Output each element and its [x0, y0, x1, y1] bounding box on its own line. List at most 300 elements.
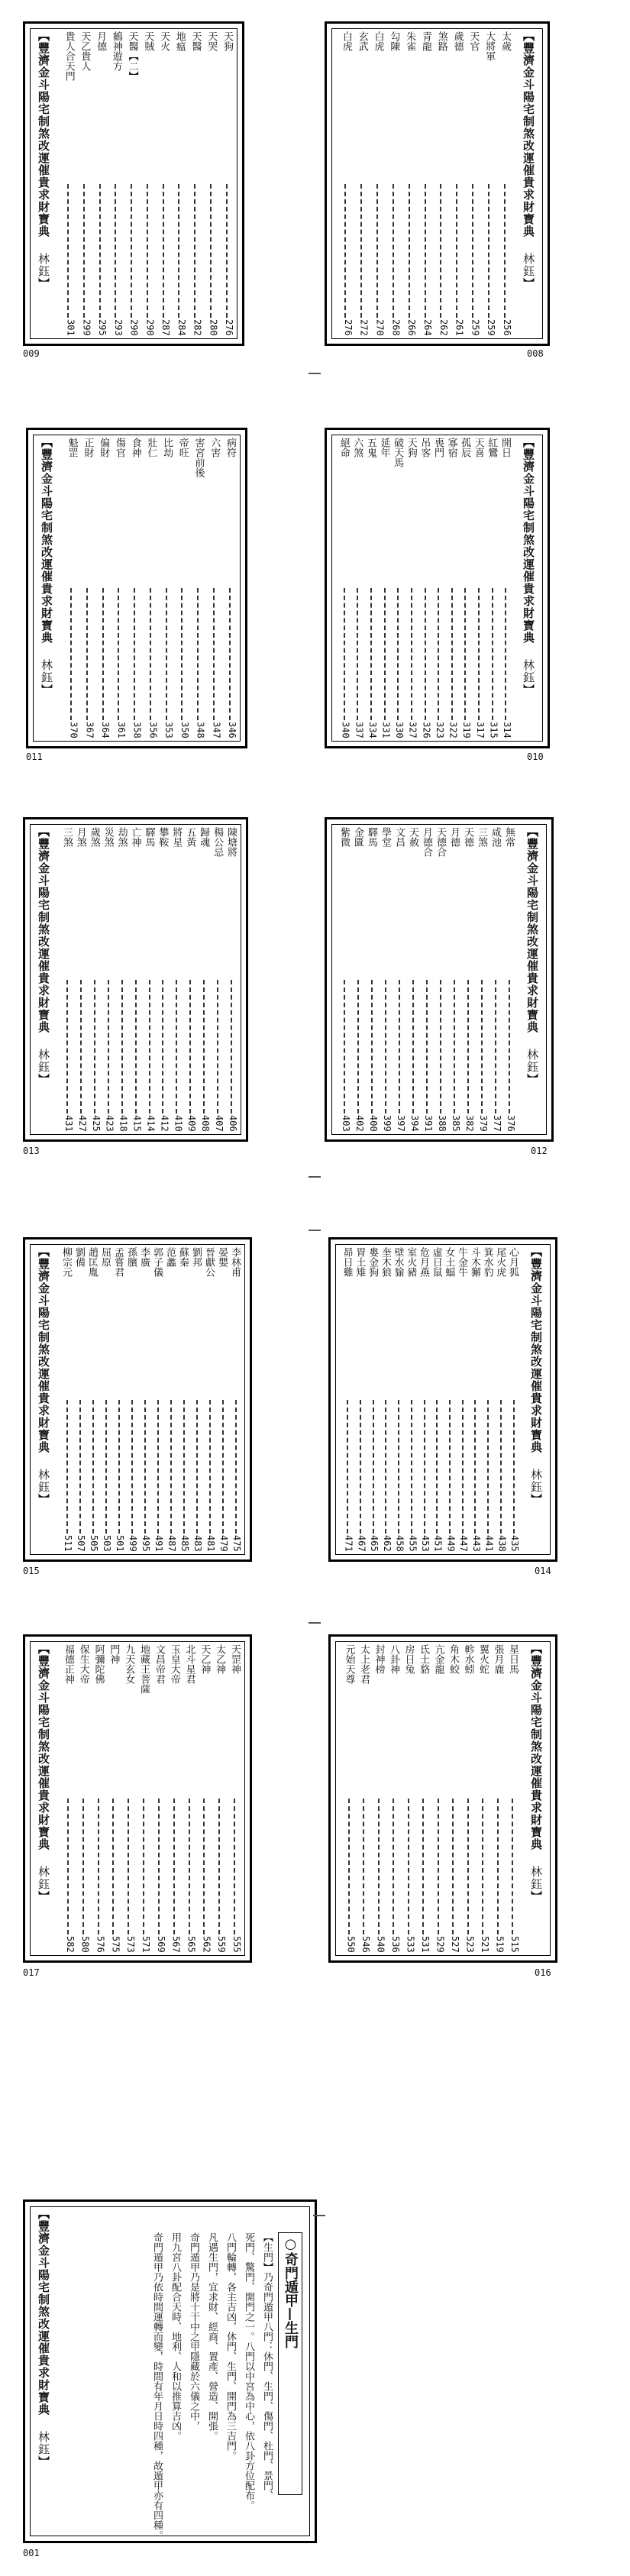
- toc-entry-page: 266: [406, 319, 418, 336]
- toc-entry: [221, 438, 237, 739]
- toc-entry: [74, 827, 88, 1132]
- toc-entry-page: 573: [125, 1936, 137, 1953]
- toc-entry-title: 范蠡: [164, 1247, 176, 1267]
- page-009: [23, 21, 244, 346]
- leader-dashes: [197, 588, 199, 720]
- toc-entry-page: 259: [486, 319, 497, 336]
- toc-entry: [354, 1247, 367, 1552]
- toc-entry-page: 425: [90, 1115, 102, 1132]
- toc-entry-page: 284: [176, 319, 187, 336]
- toc-entry: [60, 31, 76, 336]
- toc-entry: [106, 1644, 121, 1953]
- toc-entry: [143, 438, 159, 739]
- binding-mark: [313, 2215, 325, 2221]
- toc-entry-title: 星日馬: [507, 1644, 519, 1674]
- toc-entry-page: 379: [478, 1115, 489, 1132]
- binding-mark: [309, 1176, 321, 1182]
- toc-entry-title: 六害: [208, 438, 221, 457]
- toc-entry-title: 危月燕: [418, 1247, 429, 1277]
- leader-dashes: [344, 184, 346, 318]
- toc-entry: [405, 1247, 418, 1552]
- toc-entry-title: 晉獻公: [203, 1247, 215, 1277]
- toc-entry-page: 340: [340, 722, 351, 739]
- toc-entry-page: 519: [494, 1936, 506, 1953]
- toc-columns: [60, 1644, 242, 1953]
- header-title: 【豐濟金斗陽宅制煞改運催貴求財寶典林鈺】: [529, 1643, 543, 1902]
- toc-entry-page: 361: [115, 722, 127, 739]
- toc-entry: [496, 31, 512, 336]
- toc-entry: [129, 827, 143, 1132]
- toc-entry: [393, 1247, 405, 1552]
- leader-dashes: [412, 980, 414, 1114]
- toc-entry: [170, 827, 183, 1132]
- toc-entry: [73, 1247, 86, 1552]
- toc-entry-page: 540: [375, 1936, 386, 1953]
- toc-entry: [406, 827, 420, 1132]
- page-number: 015: [23, 1566, 40, 1576]
- toc-entry: [507, 1247, 520, 1552]
- toc-entry-title: 白虎: [340, 31, 352, 51]
- toc-entry: [476, 1644, 491, 1953]
- toc-entry-title: 絕命: [338, 438, 350, 457]
- toc-entry-page: 415: [131, 1115, 143, 1132]
- toc-entry: [102, 827, 115, 1132]
- toc-entry: [416, 1644, 431, 1953]
- toc-entry-page: 495: [141, 1535, 151, 1552]
- toc-entry-page: 406: [228, 1115, 238, 1132]
- toc-entry: [76, 1644, 91, 1953]
- leader-dashes: [203, 1799, 205, 1934]
- toc-entry: [212, 1644, 227, 1953]
- leader-dashes: [397, 588, 399, 720]
- leader-dashes: [118, 588, 119, 720]
- toc-columns: [60, 827, 238, 1132]
- toc-entry-title: 天官: [467, 31, 480, 51]
- toc-entry-title: 延年: [378, 438, 390, 457]
- toc-entry-title: 三煞: [60, 827, 73, 847]
- toc-entry-title: 朱雀: [404, 31, 416, 51]
- toc-entry-page: 322: [447, 722, 459, 739]
- toc-entry-page: 487: [166, 1535, 177, 1552]
- toc-entry: [367, 1247, 380, 1552]
- leader-dashes: [393, 184, 394, 318]
- toc-entry-title: 亢金龍: [432, 1644, 444, 1674]
- toc-entry: [449, 31, 465, 336]
- toc-entry-title: 天哭: [205, 31, 218, 51]
- toc-entry-page: 388: [437, 1115, 447, 1132]
- leader-dashes: [66, 980, 68, 1114]
- toc-entry-title: 地藏王菩薩: [138, 1644, 150, 1694]
- toc-entry-page: 262: [438, 319, 449, 336]
- toc-entry: [446, 1644, 461, 1953]
- leader-dashes: [157, 1400, 159, 1534]
- toc-entry: [379, 827, 393, 1132]
- leader-dashes: [497, 1799, 499, 1934]
- toc-entry-title: 封神榜: [373, 1644, 385, 1674]
- toc-entry-page: 346: [227, 722, 237, 739]
- leader-dashes: [222, 1400, 224, 1534]
- toc-entry: [125, 1247, 138, 1552]
- toc-entry: [420, 827, 434, 1132]
- toc-entry-page: 475: [231, 1535, 242, 1552]
- leader-dashes: [348, 1799, 350, 1934]
- binding-mark: [309, 1622, 321, 1628]
- toc-entry: [60, 1644, 76, 1953]
- toc-entry-title: 紫微: [338, 827, 350, 847]
- toc-entry: [166, 1644, 182, 1953]
- toc-entry-title: 女土蝠: [443, 1247, 455, 1277]
- toc-entry-title: 五黃: [184, 827, 196, 847]
- toc-entry-title: 太歲: [499, 31, 511, 51]
- toc-entry-title: 食神: [129, 438, 141, 457]
- toc-entry: [79, 438, 95, 739]
- page-008: [325, 21, 550, 346]
- toc-entry: [444, 1247, 457, 1552]
- leader-dashes: [108, 980, 109, 1114]
- toc-entry: [371, 1644, 386, 1953]
- toc-entry: [138, 1247, 151, 1552]
- toc-entry-title: 軫水蚓: [462, 1644, 474, 1674]
- header-title: 【豐濟金斗陽宅制煞改運催貴求財寶典林鈺】: [40, 436, 53, 696]
- toc-entry-page: 546: [360, 1936, 371, 1953]
- toc-entry-title: 歸魂: [198, 827, 210, 847]
- toc-entry: [370, 31, 386, 336]
- toc-entry-page: 299: [81, 319, 92, 336]
- toc-entry: [92, 31, 108, 336]
- toc-entry-page: 290: [144, 319, 156, 336]
- toc-entry: [164, 1247, 177, 1552]
- toc-entry-page: 491: [153, 1535, 164, 1552]
- toc-entry-title: 天狗: [221, 31, 233, 51]
- toc-entry-title: 室火豬: [405, 1247, 417, 1277]
- toc-entry-title: 喪門: [431, 438, 444, 457]
- leader-dashes: [118, 1400, 120, 1534]
- leader-dashes: [451, 588, 453, 720]
- toc-entry: [490, 1644, 506, 1953]
- toc-entry-title: 心月狐: [507, 1247, 519, 1277]
- toc-entry-page: 314: [502, 722, 512, 739]
- leader-dashes: [378, 1799, 380, 1934]
- leader-dashes: [481, 980, 483, 1114]
- toc-entry-page: 337: [354, 722, 365, 739]
- toc-entry-title: 太乙神: [214, 1644, 226, 1674]
- leader-dashes: [213, 588, 215, 720]
- toc-entry-title: 李林甫: [229, 1247, 241, 1277]
- leader-dashes: [128, 1799, 129, 1934]
- toc-entry: [456, 1247, 469, 1552]
- leader-dashes: [505, 588, 506, 720]
- toc-entry-page: 330: [394, 722, 405, 739]
- toc-entry-page: 358: [131, 722, 143, 739]
- toc-entry-page: 323: [434, 722, 445, 739]
- toc-entry-title: 六煞: [351, 438, 363, 457]
- leader-dashes: [357, 588, 358, 720]
- leader-dashes: [393, 1799, 394, 1934]
- toc-entry-page: 356: [147, 722, 159, 739]
- header-title: 【豐濟金斗陽宅制煞改運催貴求財寶典林鈺】: [37, 1246, 50, 1505]
- page-number: 001: [23, 2548, 40, 2558]
- leader-dashes: [452, 1799, 454, 1934]
- toc-entry-title: 蘇秦: [177, 1247, 189, 1267]
- toc-entry: [482, 1247, 495, 1552]
- leader-dashes: [370, 588, 372, 720]
- toc-entry-page: 449: [445, 1535, 457, 1552]
- toc-entry: [401, 31, 417, 336]
- leader-dashes: [344, 588, 345, 720]
- toc-entry-page: 531: [420, 1936, 431, 1953]
- toc-entry-page: 453: [419, 1535, 431, 1552]
- toc-entry-title: 劫煞: [115, 827, 128, 847]
- toc-entry: [143, 827, 157, 1132]
- toc-entry: [417, 31, 433, 336]
- toc-entry-page: 403: [341, 1115, 351, 1132]
- toc-entry-title: 劉邦: [190, 1247, 202, 1267]
- toc-entry: [136, 1644, 151, 1953]
- toc-entry-title: 天德: [462, 827, 473, 847]
- toc-entry-title: 三煞: [476, 827, 487, 847]
- toc-entry-title: 白虎: [372, 31, 384, 51]
- toc-entry-title: 奎木狼: [380, 1247, 391, 1277]
- toc-entry: [447, 827, 461, 1132]
- toc-entry-page: 391: [423, 1115, 434, 1132]
- toc-entry-page: 455: [407, 1535, 418, 1552]
- toc-entry-title: 牛金牛: [456, 1247, 468, 1277]
- toc-entry: [203, 1247, 216, 1552]
- leader-dashes: [425, 184, 426, 318]
- leader-dashes: [163, 184, 164, 318]
- toc-entry-page: 576: [95, 1936, 106, 1953]
- toc-entry-page: 555: [231, 1936, 242, 1953]
- toc-entry-page: 481: [205, 1535, 216, 1552]
- toc-entry-page: 575: [110, 1936, 121, 1953]
- leader-dashes: [408, 1799, 409, 1934]
- leader-dashes: [371, 980, 373, 1114]
- toc-entry-title: 胃土雉: [354, 1247, 366, 1277]
- toc-entry: [197, 1644, 212, 1953]
- leader-dashes: [67, 184, 69, 318]
- leader-dashes: [411, 1400, 412, 1534]
- toc-entry-title: 天罡神: [229, 1644, 241, 1674]
- text-line: 奇門遁甲乃是將十干中之甲隱藏於六儀之中，: [188, 2232, 199, 2431]
- toc-columns: [338, 31, 512, 336]
- leader-dashes: [464, 588, 466, 720]
- binding-mark: [309, 373, 321, 379]
- toc-entry: [190, 1247, 203, 1552]
- toc-entry-title: 天赦: [407, 827, 418, 847]
- leader-dashes: [115, 184, 116, 318]
- toc-entry-title: 開日: [499, 438, 511, 457]
- leader-dashes: [82, 1799, 84, 1934]
- toc-entry-page: 399: [382, 1115, 393, 1132]
- toc-entry: [338, 31, 354, 336]
- toc-entry-title: 八卦神: [388, 1644, 399, 1674]
- toc-entry: [60, 827, 74, 1132]
- toc-entry-page: 533: [405, 1936, 416, 1953]
- page-016: [328, 1634, 557, 1963]
- toc-entry-page: 571: [141, 1936, 152, 1953]
- toc-entry-page: 529: [435, 1936, 446, 1953]
- toc-entry-title: 紅鸞: [486, 438, 498, 457]
- leader-dashes: [173, 1799, 175, 1934]
- toc-entry: [156, 827, 170, 1132]
- toc-entry-title: 歲煞: [88, 827, 100, 847]
- toc-entry: [357, 1644, 372, 1953]
- toc-entry: [506, 1644, 521, 1953]
- toc-entry-title: 月德: [95, 31, 107, 51]
- toc-entry-page: 370: [68, 722, 79, 739]
- toc-entry: [197, 827, 211, 1132]
- toc-entry: [115, 827, 129, 1132]
- toc-entry-title: 吊客: [418, 438, 431, 457]
- toc-entry: [341, 1644, 357, 1953]
- toc-entry: [76, 31, 92, 336]
- toc-entry-title: 月煞: [74, 827, 86, 847]
- toc-entry-page: 377: [492, 1115, 502, 1132]
- leader-dashes: [189, 980, 191, 1114]
- leader-dashes: [105, 1400, 107, 1534]
- toc-entry: [418, 1247, 431, 1552]
- toc-entry: [182, 1644, 197, 1953]
- toc-entry-page: 438: [496, 1535, 508, 1552]
- toc-entry-page: 293: [112, 319, 124, 336]
- toc-entry-title: 勾陳: [388, 31, 400, 51]
- leader-dashes: [500, 1400, 502, 1534]
- leader-dashes: [134, 588, 135, 720]
- toc-entry-page: 256: [502, 319, 512, 336]
- toc-entry-title: 帝旺: [176, 438, 189, 457]
- toc-entry: [445, 438, 459, 739]
- toc-entry-title: 角木蛟: [447, 1644, 459, 1674]
- toc-entry-title: 傷官: [113, 438, 125, 457]
- page-017: [23, 1634, 252, 1963]
- page-number: 014: [535, 1566, 551, 1576]
- toc-entry-title: 天醫【二】: [126, 31, 138, 81]
- leader-dashes: [373, 1400, 374, 1534]
- toc-entry-page: 565: [186, 1936, 197, 1953]
- toc-entry: [465, 31, 481, 336]
- toc-entry-page: 259: [470, 319, 481, 336]
- toc-columns: [63, 438, 237, 739]
- toc-entry-page: 407: [214, 1115, 225, 1132]
- toc-entry-page: 582: [64, 1936, 76, 1953]
- toc-entry-title: 張月鹿: [492, 1644, 504, 1674]
- leader-dashes: [210, 184, 212, 318]
- leader-dashes: [235, 1400, 237, 1534]
- leader-dashes: [509, 980, 510, 1114]
- leader-dashes: [226, 184, 228, 318]
- toc-entry-page: 400: [368, 1115, 379, 1132]
- toc-entry-page: 447: [458, 1535, 470, 1552]
- toc-entry: [127, 438, 143, 739]
- toc-entry: [460, 1644, 476, 1953]
- leader-dashes: [385, 980, 386, 1114]
- toc-entry: [124, 31, 140, 336]
- toc-entry: [190, 438, 206, 739]
- toc-entry-page: 315: [488, 722, 499, 739]
- leader-dashes: [149, 980, 150, 1114]
- leader-dashes: [495, 980, 496, 1114]
- leader-dashes: [70, 588, 72, 720]
- leader-dashes: [183, 1400, 185, 1534]
- header-title: 【豐濟金斗陽宅制煞改運催貴求財寶典林鈺】: [37, 826, 50, 1085]
- toc-entry-title: 昴日雞: [341, 1247, 353, 1277]
- toc-entry: [461, 827, 475, 1132]
- toc-entry: [177, 1247, 190, 1552]
- toc-entry-page: 301: [65, 319, 76, 336]
- leader-dashes: [86, 588, 88, 720]
- toc-entry-title: 劉備: [73, 1247, 85, 1267]
- toc-entry-page: 319: [461, 722, 473, 739]
- toc-entry-page: 536: [390, 1936, 401, 1953]
- toc-entry-title: 偏財: [98, 438, 110, 457]
- toc-entry-title: 青龍: [419, 31, 431, 51]
- toc-entry: [338, 438, 351, 739]
- toc-columns: [60, 1247, 242, 1552]
- leader-dashes: [189, 1799, 190, 1934]
- toc-entry-title: 尾火虎: [494, 1247, 506, 1277]
- toc-entry: [486, 438, 499, 739]
- header-title: 【豐濟金斗陽宅制煞改運催貴求財寶典林鈺】: [529, 1246, 543, 1505]
- leader-dashes: [166, 588, 167, 720]
- page-number: 016: [535, 1967, 551, 1978]
- leader-dashes: [344, 980, 345, 1114]
- toc-entry-page: 276: [224, 319, 234, 336]
- header-title: 【豐濟金斗陽宅制煞改運催貴求財寶典林鈺】: [37, 30, 50, 289]
- toc-entry-page: 397: [396, 1115, 406, 1132]
- toc-entry: [108, 31, 124, 336]
- text-line: 凡遇生門，宜求財、經商、置產、營造、開張。: [206, 2232, 218, 2441]
- leader-dashes: [449, 1400, 451, 1534]
- toc-entry-title: 北斗星君: [183, 1644, 195, 1684]
- leader-dashes: [376, 184, 378, 318]
- toc-entry: [401, 1644, 416, 1953]
- toc-entry-page: 409: [186, 1115, 198, 1132]
- toc-entry: [225, 827, 238, 1132]
- toc-entry: [63, 438, 79, 739]
- leader-dashes: [135, 980, 137, 1114]
- leader-dashes: [217, 980, 218, 1114]
- leader-dashes: [67, 1799, 69, 1934]
- leader-dashes: [231, 980, 232, 1114]
- leader-dashes: [487, 1400, 489, 1534]
- toc-entry-title: 柳宗元: [60, 1247, 72, 1277]
- toc-entry-title: 太上老君: [358, 1644, 370, 1684]
- leader-dashes: [209, 1400, 211, 1534]
- toc-entry-page: 331: [380, 722, 392, 739]
- header-title: 【豐濟金斗陽宅制煞改運催貴求財寶典林鈺】: [37, 2208, 50, 2468]
- toc-entry-page: 431: [63, 1115, 74, 1132]
- toc-entry-page: 559: [216, 1936, 228, 1953]
- leader-dashes: [234, 1799, 235, 1934]
- toc-entry-page: 523: [464, 1936, 476, 1953]
- toc-entry: [431, 438, 445, 739]
- leader-dashes: [425, 588, 426, 720]
- page-001: [23, 2199, 317, 2543]
- leader-dashes: [178, 184, 179, 318]
- toc-entry-page: 443: [470, 1535, 482, 1552]
- toc-entry: [386, 1644, 402, 1953]
- toc-entry-title: 文昌帝君: [153, 1644, 165, 1684]
- toc-entry-page: 515: [509, 1936, 520, 1953]
- toc-entry: [112, 1247, 125, 1552]
- toc-entry-title: 玄武: [356, 31, 368, 51]
- leader-dashes: [472, 184, 473, 318]
- toc-entry-page: 479: [218, 1535, 229, 1552]
- leader-dashes: [143, 1799, 144, 1934]
- page-number: 011: [26, 751, 43, 762]
- leader-dashes: [360, 184, 362, 318]
- toc-entry-page: 290: [128, 319, 140, 336]
